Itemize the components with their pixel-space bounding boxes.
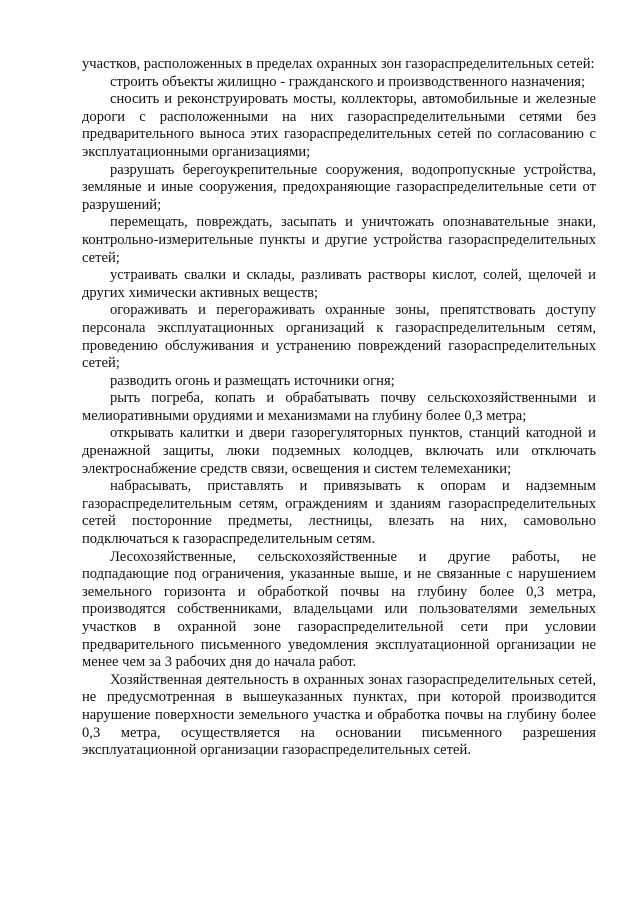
list-item-destroy-structures: разрушать берегоукрепительные сооружения, водопропускные устройства, земляные и иные сооружения, предохраняющие газораспределительные сети от разрушений;	[82, 161, 596, 213]
paragraph-forestry-works: Лесохозяйственные, сельскохозяйственные и другие работы, не подпадающие под ограничения, указанные выше, и не связанные с нарушением земельного горизонта и обработкой почвы на глубину более 0,3 метра, производятся собственниками, владельцами или пользователями земельных участков в охранной зоне газораспределительной сети при условии предварительного письменного уведомления эксплуатационной организации не менее чем за 3 рабочих дня до начала работ.	[82, 548, 596, 671]
list-item-open-doors: открывать калитки и двери газорегуляторных пунктов, станций катодной и дренажной защиты, люки подземных колодцев, включать или отключать электроснабжение средств связи, освещения и систем телемеханики;	[82, 425, 596, 477]
list-item-fence: огораживать и перегораживать охранные зоны, препятствовать доступу персонала эксплуатационных организаций к газораспределительным сетям, проведению обслуживания и устранению повреждений газораспределительных сетей;	[82, 302, 596, 372]
paragraph-continuation: участков, расположенных в пределах охранных зон газораспределительных сетей:	[82, 56, 595, 72]
list-item-fire: разводить огонь и размещать источники огня;	[110, 372, 395, 389]
list-item-dig: рыть погреба, копать и обрабатывать почву сельскохозяйственными и мелиоративными орудиями и механизмами на глубину более 0,3 метра;	[82, 390, 596, 424]
paragraph-economic-activity: Хозяйственная деятельность в охранных зонах газораспределительных сетей, не предусмотренная в вышеуказанных пунктах, при которой производится нарушение поверхности земельного участка и обработка почвы на глубину более 0,3 метра, осуществляется на основании письменного разрешения эксплуатационной организации газораспределительных сетей.	[82, 671, 596, 759]
document-body	[82, 56, 596, 760]
list-item-demolish: сносить и реконструировать мосты, коллекторы, автомобильные и железные дороги с расположенными на них газораспределительными сетями без предварительного выноса этих газораспределительных сетей по согласованию с эксплуатационными организациями;	[82, 91, 596, 160]
list-item-move-signs: перемещать, повреждать, засыпать и уничтожать опознавательные знаки, контрольно-измерительные пункты и другие устройства газораспределительных сетей;	[82, 214, 596, 266]
list-item-attach-objects: набрасывать, приставлять и привязывать к опорам и надземным газораспределительным сетям, ограждениям и зданиям газораспределительных сетей посторонние предметы, лестницы, влезать на них, самовольно подключаться к газораспределительным сетям.	[82, 478, 596, 548]
list-item-build: строить объекты жилищно - гражданского и производственного назначения;	[110, 73, 586, 90]
list-item-dumps: устраивать свалки и склады, разливать растворы кислот, солей, щелочей и других химически активных веществ;	[82, 267, 596, 301]
